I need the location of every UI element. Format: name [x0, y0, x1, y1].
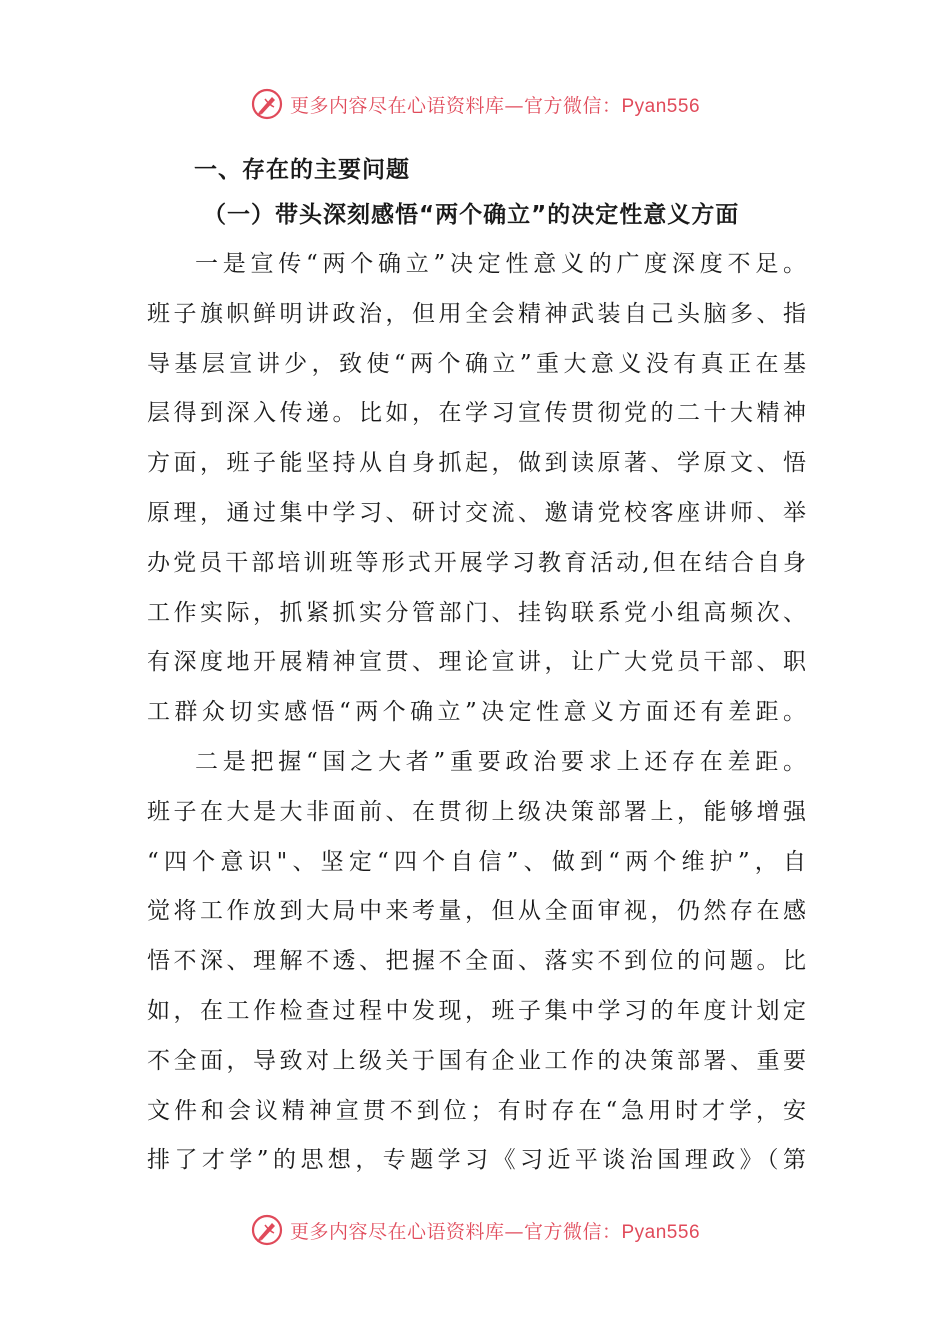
paragraph-line: 觉将工作放到大局中来考量，但从全面审视，仍然存在感: [147, 898, 807, 925]
paragraph-line: 悟不深、理解不透、把握不全面、落实不到位的问题。比: [147, 948, 807, 975]
paragraph-line: 二是把握“国之大者”重要政治要求上还存在差距。: [195, 748, 807, 775]
paragraph-line: 如，在工作检查过程中发现，班子集中学习的年度计划定: [147, 997, 807, 1024]
paragraph-line: 层得到深入传递。比如，在学习宣传贯彻党的二十大精神: [147, 400, 807, 427]
paragraph-line: 导基层宣讲少，致使“两个确立”重大意义没有真正在基: [147, 350, 807, 377]
watermark-text: 更多内容尽在心语资料库—官方微信：Pyan556: [289, 1220, 701, 1243]
paragraph-line: 一是宣传“两个确立”决定性意义的广度深度不足。: [195, 251, 807, 277]
watermark-banner-top: [0, 84, 950, 124]
paragraph-line: 工作实际，抓紧抓实分管部门、挂钩联系党小组高频次、: [147, 599, 807, 626]
paragraph-line: “四个意识"、坚定“四个自信”、做到“两个维护”，自: [147, 848, 807, 875]
pen-logo-icon: [250, 1213, 284, 1247]
paragraph-line: 工群众切实感悟“两个确立”决定性意义方面还有差距。: [147, 699, 807, 726]
section-heading: 一、存在的主要问题: [194, 157, 410, 183]
paragraph-line: 排了才学”的思想，专题学习《习近平谈治国理政》（第: [147, 1147, 807, 1174]
subsection-heading: （一）带头深刻感悟“两个确立”的决定性意义方面: [203, 202, 740, 228]
paragraph-line: 原理，通过集中学习、研讨交流、邀请党校客座讲师、举: [147, 499, 807, 526]
paragraph-line: 不全面，导致对上级关于国有企业工作的决策部署、重要: [147, 1047, 807, 1074]
paragraph-line: 方面，班子能坚持从自身抓起，做到读原著、学原文、悟: [147, 450, 807, 477]
paragraph-line: 班子在大是大非面前、在贯彻上级决策部署上，能够增强: [147, 798, 807, 825]
paragraph-line: 办党员干部培训班等形式开展学习教育活动,但在结合自身: [147, 549, 807, 576]
paragraph-1: [147, 240, 807, 738]
watermark-text: 更多内容尽在心语资料库—官方微信：Pyan556: [289, 94, 701, 117]
paragraph-line: 文件和会议精神宣贯不到位；有时存在“急用时才学，安: [147, 1097, 807, 1124]
watermark-banner-bottom: [0, 1210, 950, 1250]
pen-logo-icon: [250, 87, 284, 121]
document-body: [147, 150, 807, 1186]
paragraph-line: 班子旗帜鲜明讲政治，但用全会精神武装自己头脑多、指: [147, 300, 807, 327]
paragraph-line: 有深度地开展精神宣贯、理论宣讲，让广大党员干部、职: [147, 649, 807, 676]
paragraph-2: [147, 738, 807, 1186]
